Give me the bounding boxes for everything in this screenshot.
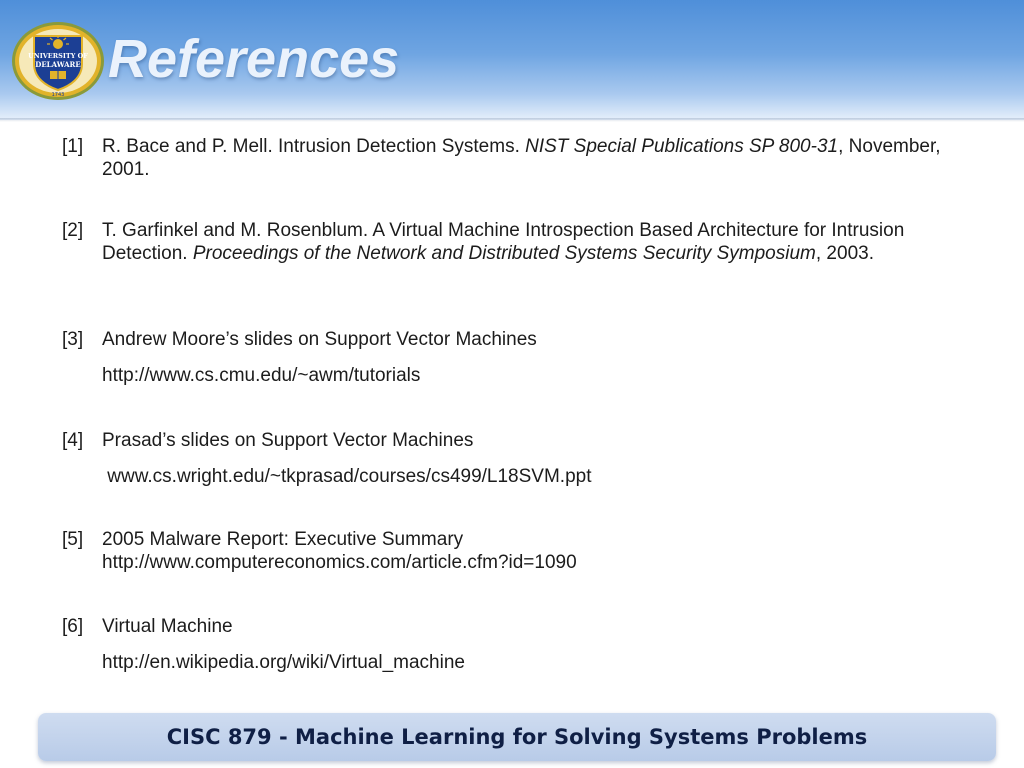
reference-item-6: [62, 615, 967, 673]
reference-item-2: [62, 219, 967, 265]
reference-number: [6]: [62, 616, 84, 637]
reference-title: Virtual Machine: [102, 616, 233, 637]
reference-item-5: [62, 528, 967, 573]
reference-title: Prasad’s slides on Support Vector Machines: [102, 430, 474, 451]
reference-number: [4]: [62, 430, 84, 451]
header-divider: [0, 118, 1024, 122]
seal-text-top: UNIVERSITY OF: [28, 52, 88, 60]
course-title: CISC 879 - Machine Learning for Solving Systems Problems: [166, 725, 868, 749]
citation-date: , 2003.: [815, 243, 874, 264]
university-seal-icon: [10, 20, 106, 102]
reference-number: [1]: [62, 136, 84, 157]
reference-link[interactable]: http://www.computereconomics.com/article.cfm?id=1090: [102, 552, 577, 573]
reference-item-4: [62, 429, 967, 487]
reference-link[interactable]: www.cs.wright.edu/~tkprasad/courses/cs499/L18SVM.ppt: [102, 466, 592, 487]
reference-citation: [102, 219, 967, 265]
reference-item-3: [62, 328, 967, 386]
reference-number: [5]: [62, 529, 84, 550]
citation-publication: Proceedings of the Network and Distributed Systems Security Symposium: [192, 243, 816, 264]
reference-number: [3]: [62, 329, 84, 350]
citation-text: T. Garfinkel and M. Rosenblum. A Virtual Machine Introspection Based Architecture for Intrusion Detection.: [102, 220, 905, 264]
slide-footer: [38, 713, 996, 761]
reference-number: [2]: [62, 220, 84, 241]
reference-citation: [102, 135, 967, 181]
reference-link[interactable]: http://www.cs.cmu.edu/~awm/tutorials: [102, 365, 421, 386]
reference-title: Andrew Moore’s slides on Support Vector Machines: [102, 329, 537, 350]
citation-text: R. Bace and P. Mell. Intrusion Detection Systems.: [102, 136, 526, 157]
reference-item-1: [62, 135, 967, 181]
seal-year: 1743: [51, 92, 65, 98]
reference-title: 2005 Malware Report: Executive Summary: [102, 529, 464, 550]
citation-date: , November, 2001.: [102, 136, 941, 180]
reference-link[interactable]: http://en.wikipedia.org/wiki/Virtual_machine: [102, 652, 465, 673]
citation-publication: NIST Special Publications SP 800-31: [525, 136, 839, 157]
seal-text-bottom: DELAWARE: [35, 60, 81, 69]
slide-title: References: [108, 29, 400, 89]
